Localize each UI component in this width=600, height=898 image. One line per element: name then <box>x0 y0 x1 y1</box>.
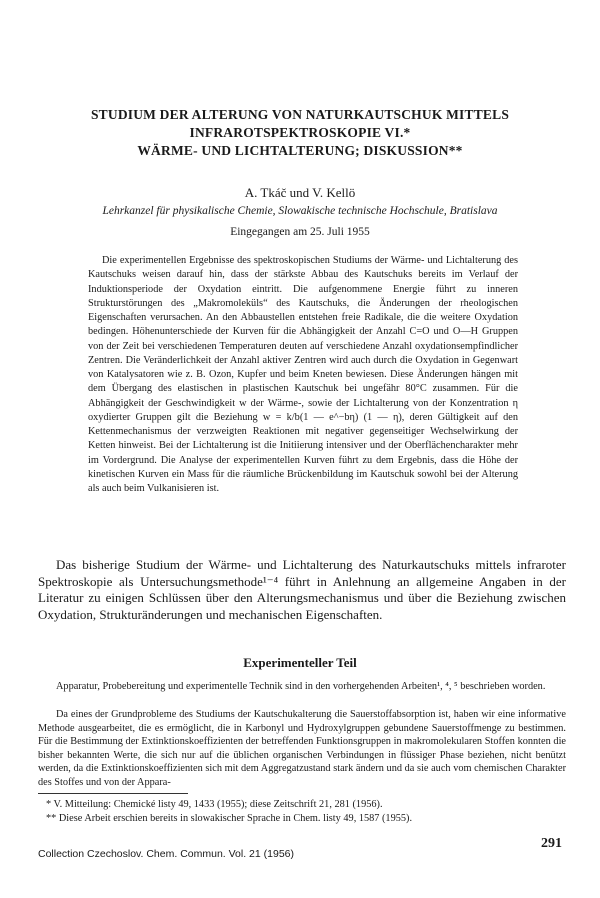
body-paragraph-2: Da eines der Grundprobleme des Studiums der Kautschukalterung die Sauerstoffabsorption ist, haben wir eine informative Methode ausgearbeitet, die es ermöglicht, die in Karbonyl und Hydroxylgruppen gebundene Sauerstoffmenge zu bestimmen. Für die Bestimmung der Extinktionskoeffizienten der betreffenden Funktionsgruppen in makromolekularen Stoffen konnten die bisher bekannten Werte, die sich nur auf die üblichen organischen Verbindungen in flüssiger Phase beziehen, nicht benützt werden, da die Extinktionskoeffizienten sich mit dem Aggregatzustand stark ändern und da sie auch vom chemischen Charakter des Stoffes und von der Appara- <box>38 709 566 788</box>
footnote-1: * V. Mitteilung: Chemické listy 49, 1433 (1955); diese Zeitschrift 21, 281 (1956). <box>46 799 383 810</box>
journal-footer: Collection Czechoslov. Chem. Commun. Vol. 21 (1956) <box>38 848 295 860</box>
section-heading: Experimenteller Teil <box>243 655 357 670</box>
title-line-1: STUDIUM DER ALTERUNG VON NATURKAUTSCHUK MITTELS <box>90 107 510 122</box>
abstract: Die experimentellen Ergebnisse des spektroskopischen Studiums der Wärme- und Lichtalterung des Kautschuks weisen darauf hin, dass der stärkste Abbau des Kautschuks bereits im Verlauf der Induktionsperiode der Oxydation eintritt. Die aufgenommene Energie führt zu inneren Strukturstörungen des „Makromoleküls“ des Kautschuks, die Änderungen der rheologischen Eigenschaften verursachen. An den Abbaustellen entstehen freie Radikale, die die weitere Oxydation bedingen. Höhenunterschiede der Kurven für die Abhängigkeit der Anzahl C=O und O—H Gruppen von der Zeit bei verschiedenen Temperaturen deuten auf verschiedene Anzahl oxydationsempfindlicher Zentren. Die Veränderlichkeit der Anzahl aktiver Zentren wird auch durch die Oxydation in Gegenwart von Katalysatoren wie z. B. Ozon, Kupfer und beim Kneten bewiesen. Diese Änderungen hängen mit dem Übergang des elastischen in plastischen Kautschuk bei ungefähr 80°C zusammen. Für die Abhängigkeit der Geschwindigkeit w der Wärme-, sowie der Lichtalterung von der Konzentration η oxydierter Gruppen gilt die Beziehung w = k/b(1 — e^−bη) (1 — η), deren Gültigkeit auf den Kettenmechanismus der verzweigten Reaktionen mit negativer gegenseitiger Wechselwirkung der Ketten hinweist. Bei der Lichtalterung ist die Initiierung intensiver und der Oberflächencharakter mehr im Vordergrund. Die Analyse der experimentellen Kurven führt zu dem Ergebnis, dass die Höhe der kinetischen Kurven ein Mass für die räumliche Brückenbildung im Kautschuk sowohl bei der Alterung als auch beim Vulkanisieren ist. <box>88 255 518 494</box>
intro-paragraph: Das bisherige Studium der Wärme- und Lichtalterung des Naturkautschuks mittels infraroter Spektroskopie als Untersuchungsmethode¹⁻⁴ führt in Anlehnung an allgemeine Angaben in der Literatur zu einigen Schlüssen über den Alterungsmechanismus und über die Beziehung zwischen Oxydation, Strukturänderungen und mechanischen Eigenschaften. <box>38 557 566 622</box>
footnote-2: ** Diese Arbeit erschien bereits in slowakischer Sprache in Chem. listy 49, 1587 (1955). <box>46 813 413 824</box>
body-paragraph-1: Apparatur, Probebereitung und experimentelle Technik sind in den vorhergehenden Arbeiten¹, ⁴, ⁵ beschrieben worden. <box>56 681 546 692</box>
title-line-2: INFRAROTSPEKTROSKOPIE VI.* <box>189 125 411 140</box>
authors: A. Tkáč und V. Kellö <box>244 185 356 200</box>
page-number: 291 <box>541 836 562 851</box>
footnotes <box>38 798 566 826</box>
received-date: Eingegangen am 25. Juli 1955 <box>230 226 370 238</box>
paper-title <box>40 106 560 160</box>
affiliation: Lehrkanzel für physikalische Chemie, Slowakische technische Hochschule, Bratislava <box>102 205 498 217</box>
footnote-rule <box>38 793 188 794</box>
title-line-3: WÄRME- UND LICHTALTERUNG; DISKUSSION** <box>137 143 463 158</box>
